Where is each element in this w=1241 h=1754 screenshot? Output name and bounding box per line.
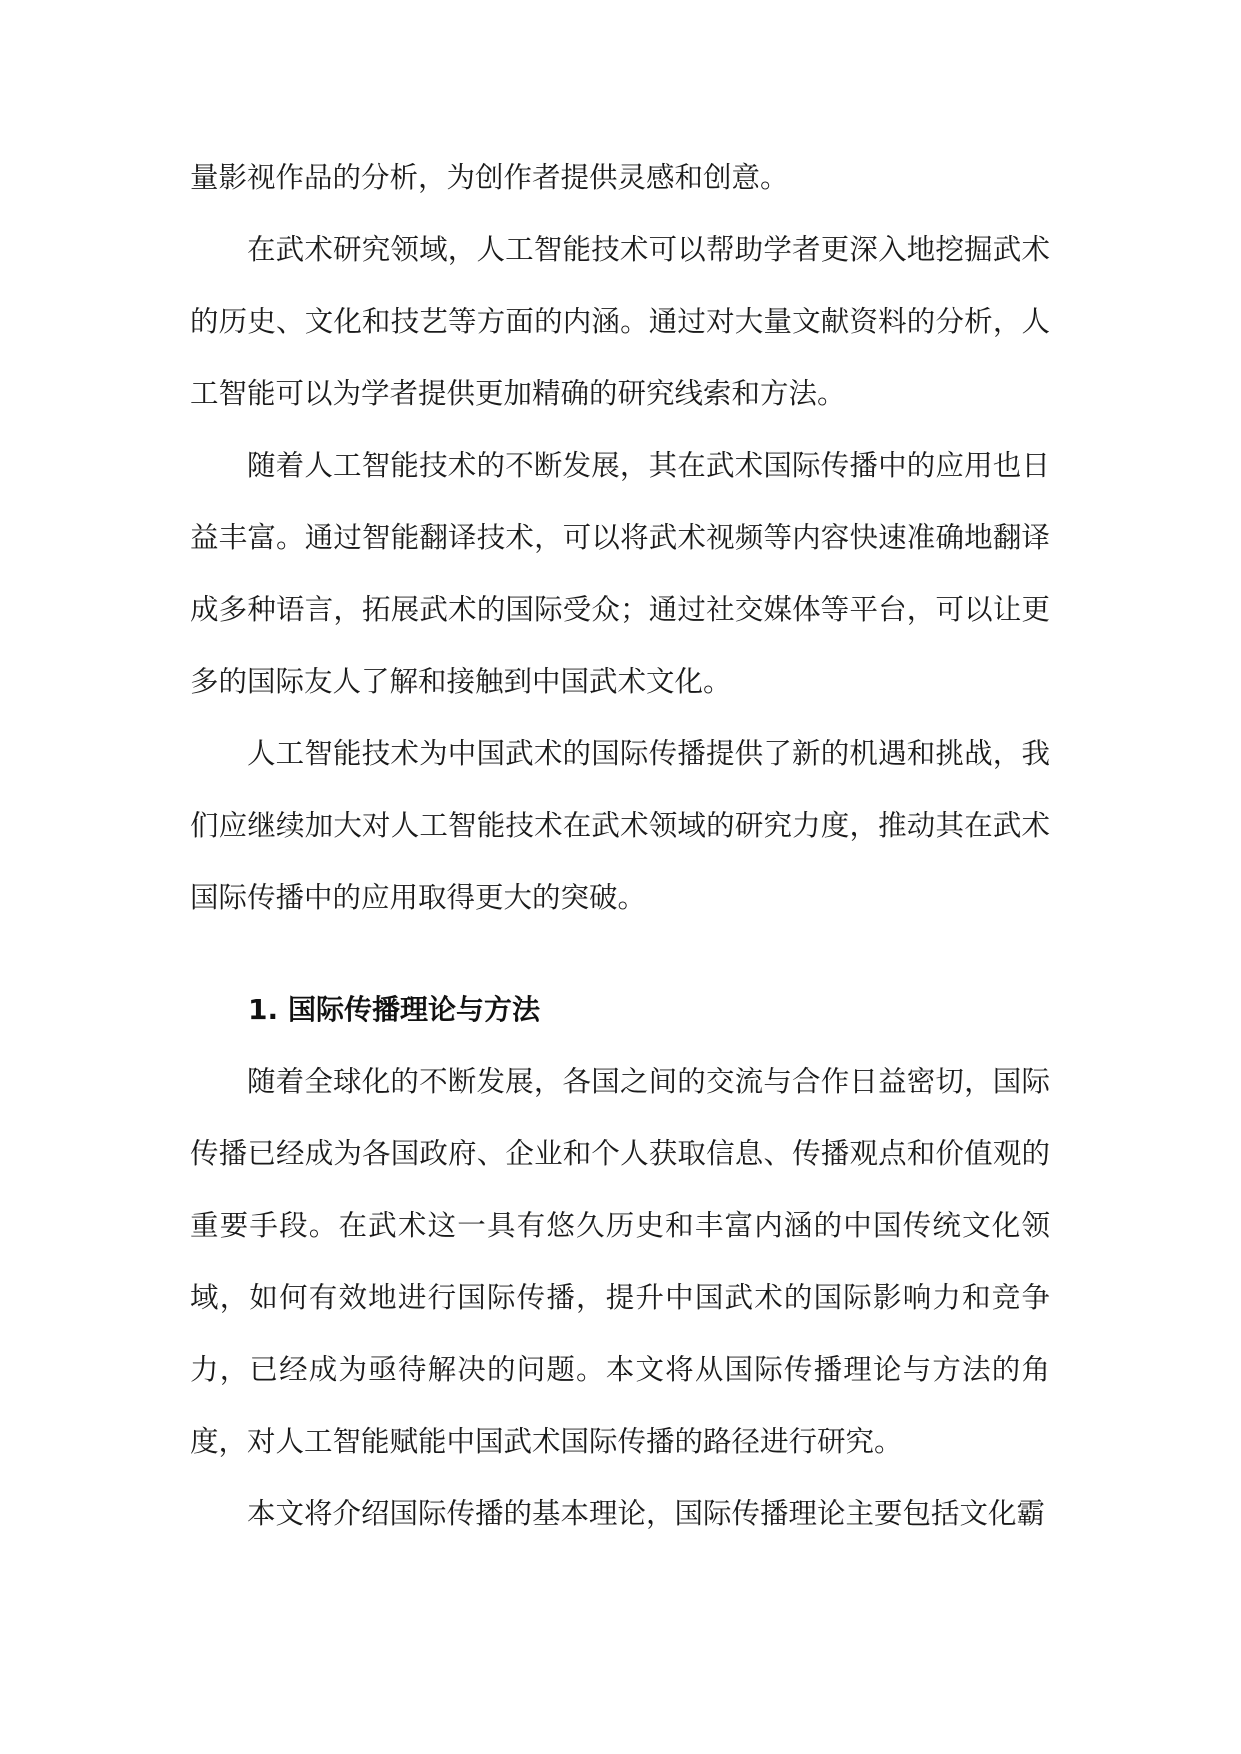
paragraph-6: 本文将介绍国际传播的基本理论，国际传播理论主要包括文化霸: [247, 1497, 1046, 1530]
section-title: 国际传播理论与方法: [288, 993, 541, 1026]
paragraph-4: 人工智能技术为中国武术的国际传播提供了新的机遇和挑战，我们应继续加大对人工智能技术在武术领域的研究力度，推动其在武术国际传播中的应用取得更大的突破。: [190, 737, 1050, 914]
paragraph-1: 量影视作品的分析，为创作者提供灵感和创意。: [190, 161, 789, 194]
section-heading: [190, 974, 1050, 1046]
paragraph-2: 在武术研究领域，人工智能技术可以帮助学者更深入地挖掘武术的历史、文化和技艺等方面的内涵。通过对大量文献资料的分析，人工智能可以为学者提供更加精确的研究线索和方法。: [190, 233, 1050, 410]
paragraph-3: 随着人工智能技术的不断发展，其在武术国际传播中的应用也日益丰富。通过智能翻译技术，可以将武术视频等内容快速准确地翻译成多种语言，拓展武术的国际受众；通过社交媒体等平台，可以让更多的国际友人了解和接触到中国武术文化。: [190, 449, 1050, 698]
paragraph-5: 随着全球化的不断发展，各国之间的交流与合作日益密切，国际传播已经成为各国政府、企业和个人获取信息、传播观点和价值观的重要手段。在武术这一具有悠久历史和丰富内涵的中国传统文化领域，如何有效地进行国际传播，提升中国武术的国际影响力和竞争力，已经成为亟待解决的问题。本文将从国际传播理论与方法的角度，对人工智能赋能中国武术国际传播的路径进行研究。: [190, 1065, 1050, 1458]
document-body: [190, 142, 1050, 1550]
section-number: 1.: [248, 993, 279, 1026]
